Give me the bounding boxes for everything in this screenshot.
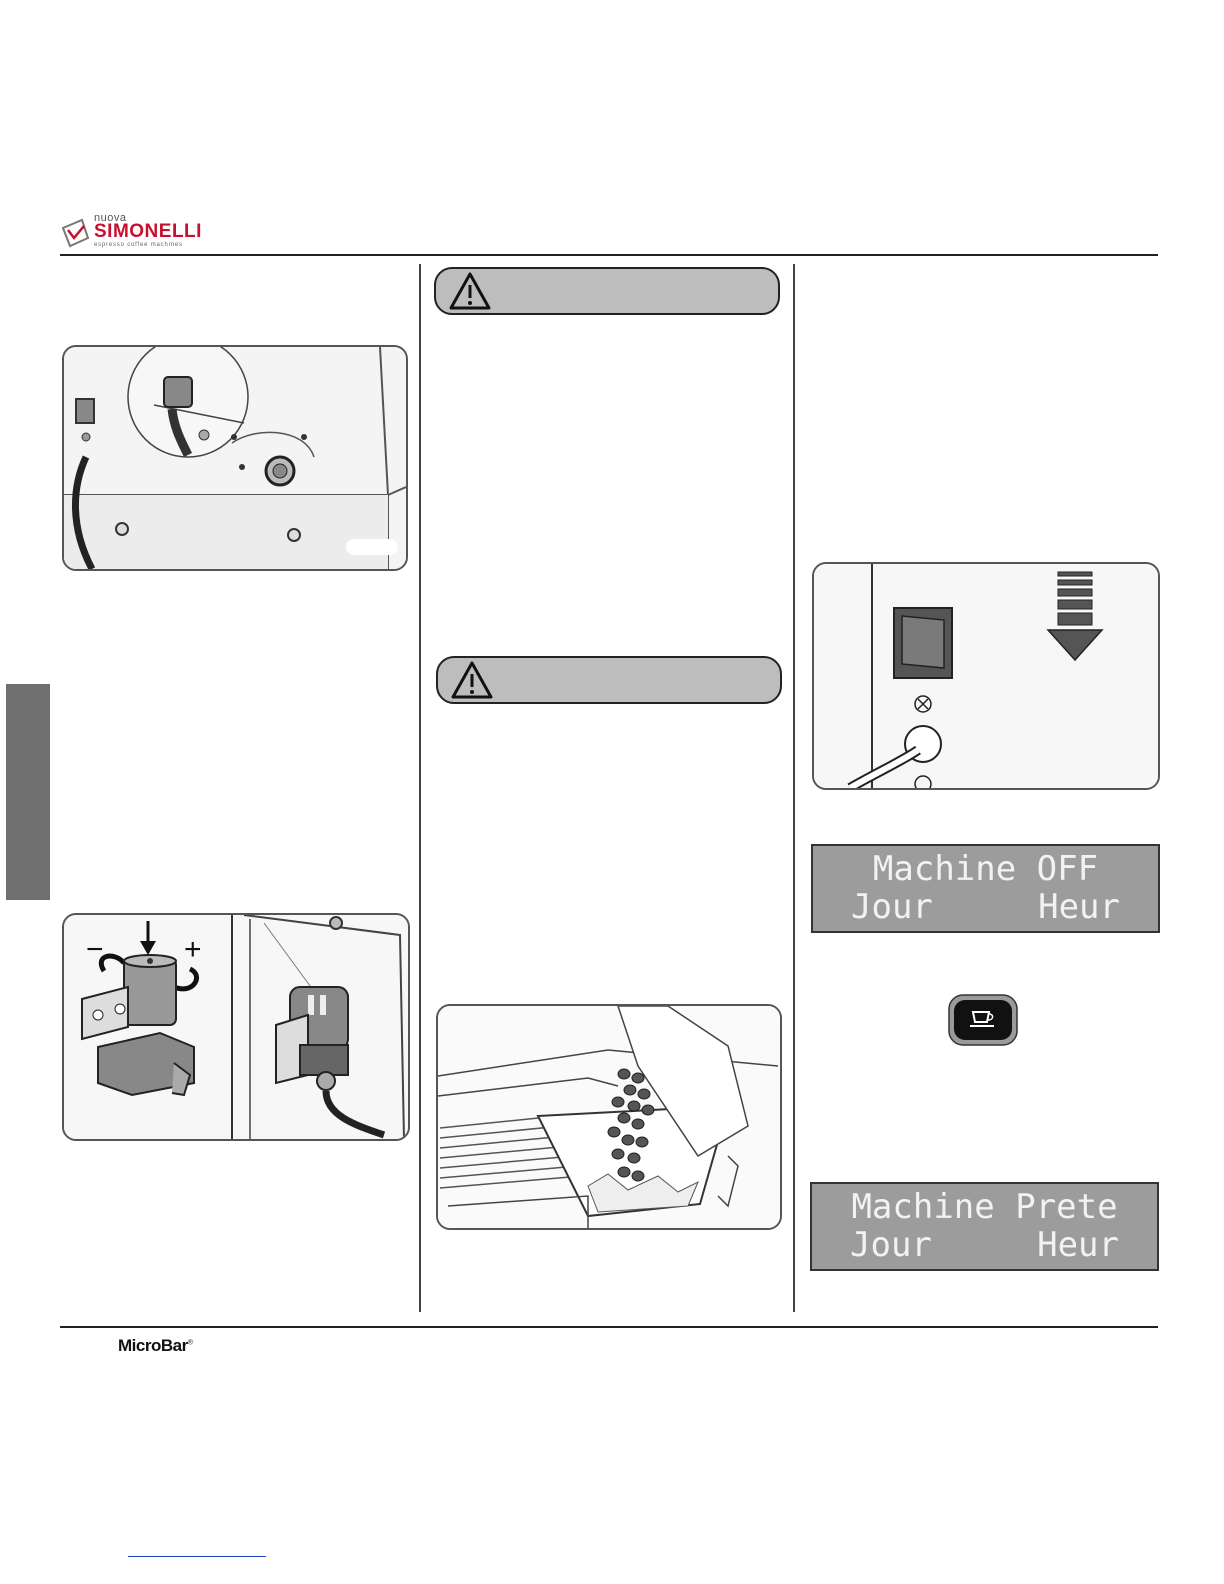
coffee-bean-hopper-illustration xyxy=(438,1006,780,1228)
pressure-regulator-figure xyxy=(62,913,410,1141)
warning-triangle-icon xyxy=(448,271,492,311)
svg-text:−: − xyxy=(86,933,104,966)
logo-mark-icon xyxy=(60,218,92,248)
lcd-display-off xyxy=(811,844,1160,933)
column-divider-left xyxy=(419,264,421,1312)
footer-link-underline[interactable] xyxy=(128,1556,266,1557)
lcd-hour-label: Heur xyxy=(1037,1225,1119,1265)
column-divider-right xyxy=(793,264,795,1312)
warning-triangle-icon xyxy=(450,660,494,700)
footer-brand xyxy=(118,1336,192,1356)
down-arrow-icon xyxy=(1046,570,1104,662)
logo-name: SIMONELLI xyxy=(94,221,202,242)
coffee-button[interactable] xyxy=(948,994,1018,1046)
lcd-line-2 xyxy=(813,888,1158,926)
footer-brand-name: MicroBar xyxy=(118,1336,188,1355)
power-switch-illustration xyxy=(814,564,1158,788)
header-rule xyxy=(60,254,1158,256)
svg-text:+: + xyxy=(184,933,202,966)
pressure-regulator-illustration xyxy=(64,915,408,1139)
logo-prefix: nuova xyxy=(94,212,127,224)
footer-brand-mark: ® xyxy=(187,1339,193,1347)
brand-logo xyxy=(60,212,260,252)
lcd-line-2 xyxy=(812,1226,1157,1264)
power-switch-figure xyxy=(812,562,1160,790)
footer-rule xyxy=(60,1326,1158,1328)
warning-box-2 xyxy=(436,656,782,704)
lcd-display-ready xyxy=(810,1182,1159,1271)
lcd-line-1: Machine Prete xyxy=(851,1187,1118,1227)
logo-tagline: espresso coffee machines xyxy=(94,242,183,248)
warning-box-1 xyxy=(434,267,780,315)
lcd-day-label: Jour xyxy=(851,887,933,927)
water-connection-illustration xyxy=(64,347,406,569)
coffee-cup-button-icon xyxy=(948,994,1018,1046)
coffee-bean-hopper-figure xyxy=(436,1004,782,1230)
chapter-side-tab xyxy=(6,684,50,900)
water-connection-figure xyxy=(62,345,408,571)
lcd-day-label: Jour xyxy=(850,1225,932,1265)
lcd-hour-label: Heur xyxy=(1038,887,1120,927)
lcd-line-1: Machine OFF xyxy=(872,849,1099,889)
